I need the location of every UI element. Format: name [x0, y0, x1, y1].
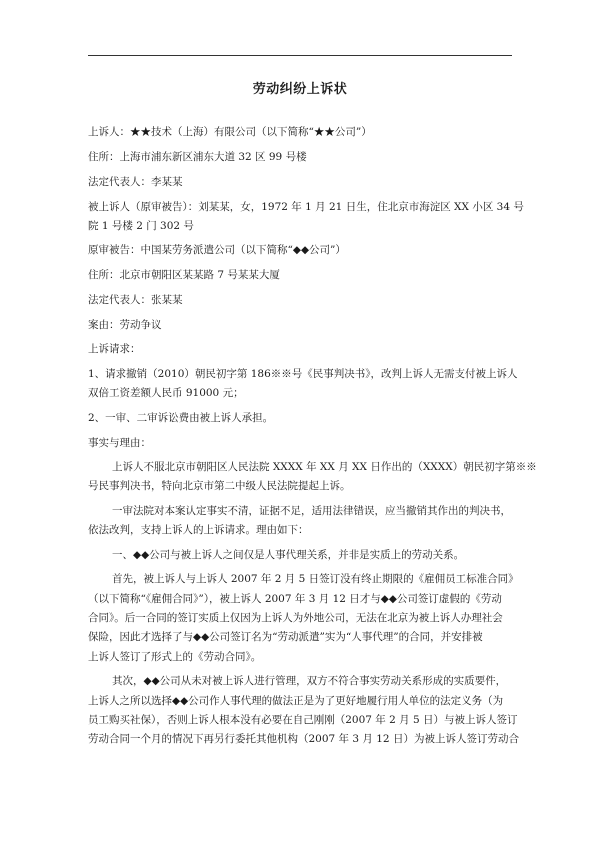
- defendant-address-line: 住所：北京市朝阳区某某路 7 号某某大厦: [88, 269, 280, 281]
- request-1-line-cont: 双倍工资差额人民币 91000 元；: [88, 387, 244, 399]
- paragraph-1-line: 上诉人不服北京市朝阳区人民法院 XXXX 年 XX 月 XX 日作出的（XXXX）朝民初字第※※: [112, 461, 537, 473]
- paragraph-4-line-4: 劳动合同一个月的情况下再另行委托其他机构（2007 年 3 月 12 日）为被上诉人签订劳动合: [88, 733, 519, 745]
- paragraph-2-line: 一审法院对本案认定事实不清，证据不足，适用法律错误，应当撤销其作出的判决书，: [112, 505, 511, 517]
- facts-reasons-heading: 事实与理由：: [88, 437, 151, 449]
- appellee-line: 被上诉人（原审被告）：刘某某，女，1972 年 1 月 21 日生，住北京市海淀区 XX 小区 34 号: [88, 201, 524, 213]
- appellee-line-cont: 院 1 号楼 2 门 302 号: [88, 220, 194, 232]
- request-2-line: 2、一审、二审诉讼费由被上诉人承担。: [88, 412, 274, 424]
- appellant-representative-line: 法定代表人：李某某: [88, 176, 183, 188]
- appeal-requests-heading: 上诉请求：: [88, 343, 141, 355]
- paragraph-3-line-2: （以下简称“《雇佣合同》”），被上诉人 2007 年 3 月 12 日才与◆◆公司签订虚假的《劳动: [88, 593, 502, 605]
- paragraph-4-line-3: 员工购买社保），否则上诉人根本没有必要在自己刚刚（2007 年 2 月 5 日）与被上诉人签订: [88, 714, 518, 726]
- paragraph-3-line-5: 上诉人签订了形式上的《劳动合同》。: [88, 651, 262, 663]
- paragraph-1-line-cont: 号民事判决书，特向北京市第二中级人民法院提起上诉。: [88, 480, 351, 492]
- document-title: 劳动纠纷上诉状: [252, 82, 348, 97]
- paragraph-2-line-cont: 依法改判，支持上诉人的上诉请求。理由如下：: [88, 524, 309, 536]
- paragraph-3-line: 首先，被上诉人与上诉人 2007 年 2 月 5 日签订没有终止期限的《雇佣员工标准合同》: [112, 573, 519, 585]
- request-1-line: 1、请求撤销（2010）朝民初字第 186※※号《民事判决书》，改判上诉人无需支付被上诉人: [88, 368, 518, 380]
- paragraph-4-line-2: 上诉人之所以选择◆◆公司作人事代理的做法正是为了更好地履行用人单位的法定义务（为: [88, 695, 504, 707]
- defendant-representative-line: 法定代表人：张某某: [88, 294, 183, 306]
- point-1-heading: 一、◆◆公司与被上诉人之间仅是人事代理关系，并非是实质上的劳动关系。: [112, 549, 465, 561]
- case-cause-line: 案由：劳动争议: [88, 319, 162, 331]
- original-defendant-line: 原审被告：中国某劳务派遣公司（以下简称“◆◆公司”）: [88, 244, 346, 256]
- appellant-address-line: 住所：上海市浦东新区浦东大道 32 区 99 号楼: [88, 151, 307, 163]
- paragraph-3-line-4: 保险，因此才选择了与◆◆公司签订名为“劳动派遣”实为“人事代理”的合同，并安排被: [88, 631, 483, 643]
- paragraph-4-line: 其次，◆◆公司从未对被上诉人进行管理，双方不符合事实劳动关系形成的实质要件，: [112, 675, 507, 687]
- appellant-line: 上诉人：★★技术（上海）有限公司（以下简称“★★公司”）: [88, 126, 372, 138]
- header-rule: [88, 55, 512, 56]
- paragraph-3-line-3: 合同》。后一合同的签订实质上仅因为上诉人为外地公司，无法在北京为被上诉人办理社会: [88, 612, 503, 624]
